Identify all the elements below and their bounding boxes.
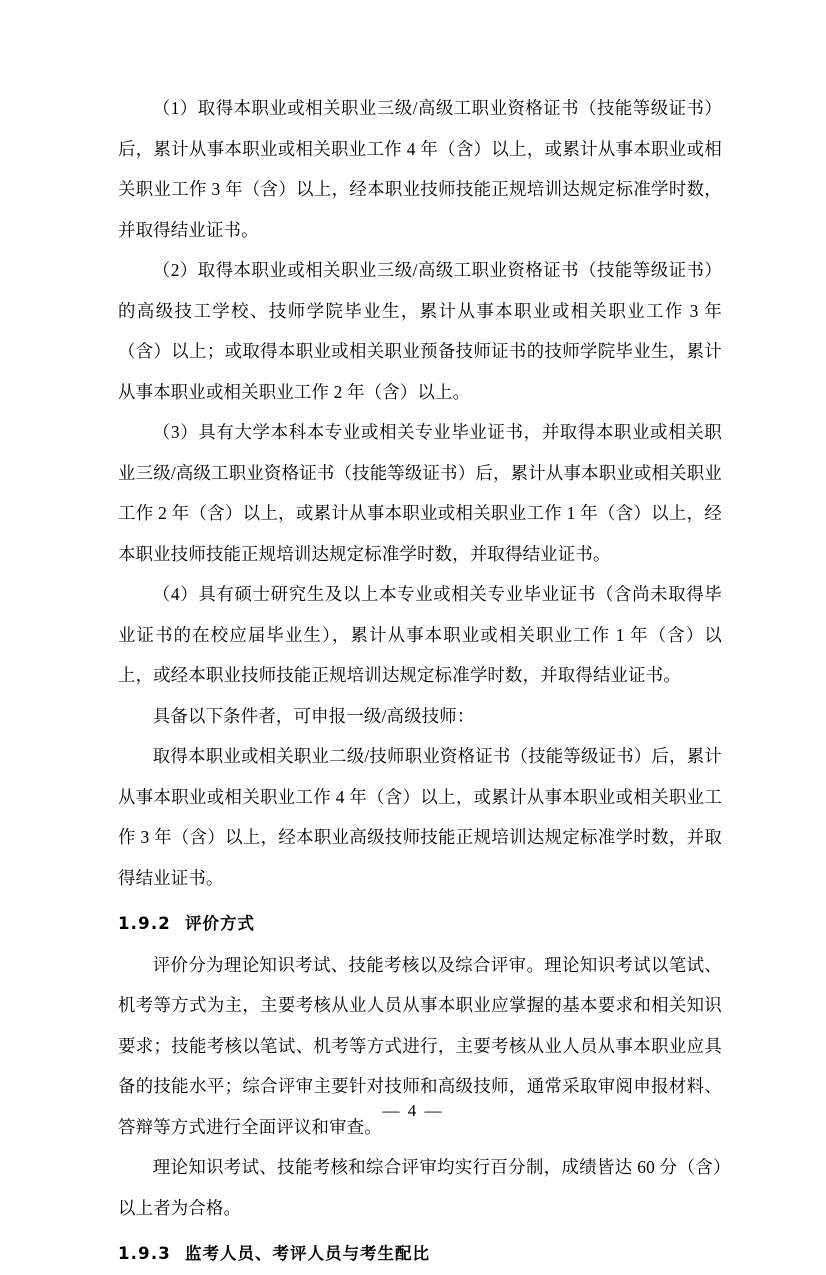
paragraph-2: （2）取得本职业或相关职业三级/高级工职业资格证书（技能等级证书）的高级技工学校、技师学院毕业生，累计从事本职业或相关职业工作 3 年（含）以上；或取得本职业或相关职业预备技师证书的技师学院毕业生，累计从事本职业或相关职业工作 2 年（含）以上。 bbox=[118, 260, 722, 402]
section-heading-1-9-2 bbox=[118, 904, 722, 945]
paragraph-4: （4）具有硕士研究生及以上本专业或相关专业毕业证书（含尚未取得毕业证书的在校应届毕业生），累计从事本职业或相关职业工作 1 年（含）以上，或经本职业技师技能正规培训达规定标准学时数，并取得结业证书。 bbox=[118, 584, 722, 685]
section-number-1-9-2: 1.9.2 bbox=[118, 914, 171, 933]
section-title-1-9-3: 监考人员、考评人员与考生配比 bbox=[184, 1244, 430, 1263]
paragraph-3: （3）具有大学本科本专业或相关专业毕业证书，并取得本职业或相关职业三级/高级工职业资格证书（技能等级证书）后，累计从事本职业或相关职业工作 2 年（含）以上，或累计从事本职业或相关职业工作 1 年（含）以上，经本职业技师技能正规培训达规定标准学时数，并取得结业证书。 bbox=[118, 422, 722, 564]
paragraph-6: 取得本职业或相关职业二级/技师职业资格证书（技能等级证书）后，累计从事本职业或相关职业工作 4 年（含）以上，或累计从事本职业或相关职业工作 3 年（含）以上，经本职业高级技师技能正规培训达规定标准学时数，并取得结业证书。 bbox=[118, 746, 722, 888]
section-1-9-2-paragraph-2: 理论知识考试、技能考核和综合评审均实行百分制，成绩皆达 60 分（含）以上者为合格。 bbox=[118, 1157, 722, 1218]
section-1-9-2-paragraph-1: 评价分为理论知识考试、技能考核以及综合评审。理论知识考试以笔试、机考等方式为主，主要考核从业人员从事本职业应掌握的基本要求和相关知识要求；技能考核以笔试、机考等方式进行，主要考核从业人员从事本职业应具备的技能水平；综合评审主要针对技师和高级技师，通常采取审阅申报材料、答辩等方式进行全面评议和审查。 bbox=[118, 954, 722, 1137]
paragraph-5: 具备以下条件者，可申报一级/高级技师： bbox=[152, 705, 475, 726]
paragraph-1: （1）取得本职业或相关职业三级/高级工职业资格证书（技能等级证书）后，累计从事本职业或相关职业工作 4 年（含）以上，或累计从事本职业或相关职业工作 3 年（含）以上，经本职业技师技能正规培训达规定标准学时数，并取得结业证书。 bbox=[118, 98, 722, 240]
section-1-9-2-body bbox=[118, 945, 722, 1229]
section-title-1-9-2: 评价方式 bbox=[184, 914, 255, 933]
section-heading-1-9-3 bbox=[118, 1234, 722, 1275]
document-body bbox=[118, 88, 722, 898]
page-footer bbox=[0, 1101, 826, 1121]
page-number: — 4 — bbox=[382, 1101, 444, 1120]
section-number-1-9-3: 1.9.3 bbox=[118, 1244, 171, 1263]
